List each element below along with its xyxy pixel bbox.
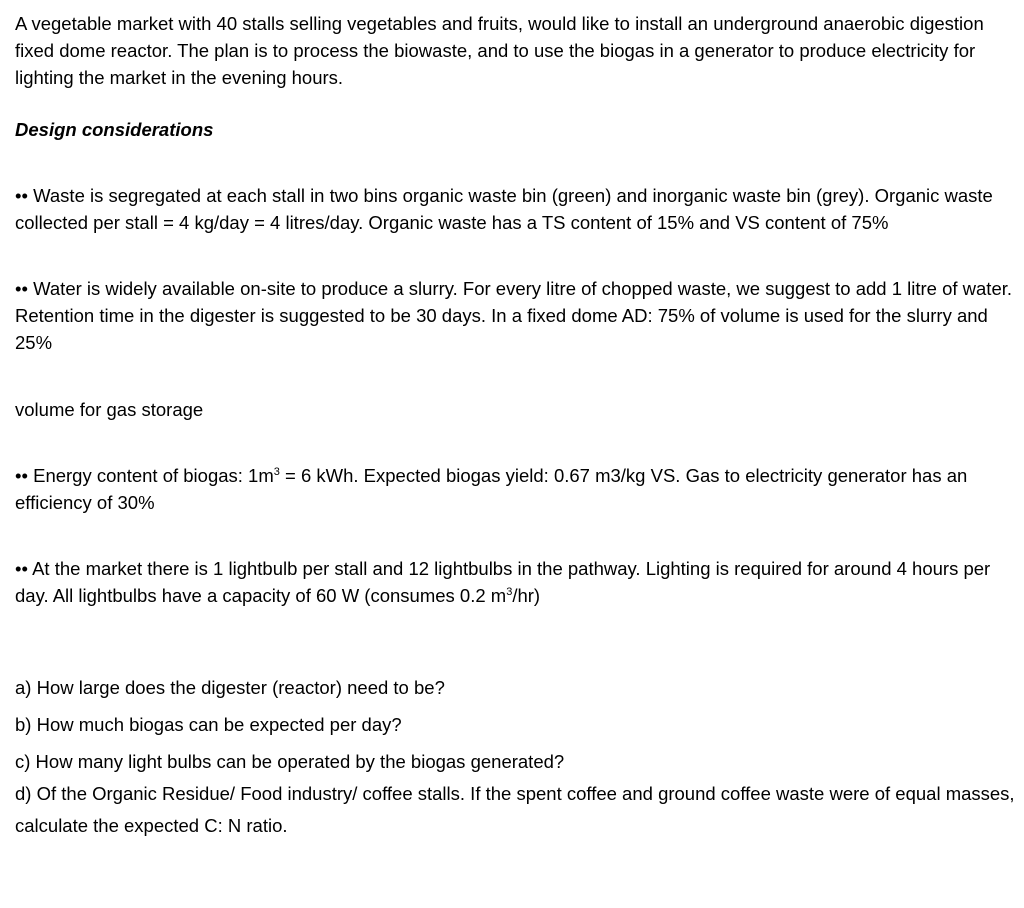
- superscript: 3: [273, 465, 280, 478]
- bullet-text-part: = 6 kWh. Expected biogas yield: 0.67 m3/kg VS. Gas to electricity generator has an efficiency of 30%: [15, 465, 968, 513]
- question-b: b) How much biogas can be expected per day?: [15, 714, 402, 735]
- bullet-text: Waste is segregated at each stall in two bins organic waste bin (green) and inorganic waste bin (grey). Organic waste collected per stall = 4 kg/day = 4 litres/day. Organic waste has a TS content of 15% and VS content of 75%: [15, 185, 993, 233]
- bullet-marker: ••: [15, 278, 28, 299]
- bullet-marker: ••: [15, 185, 28, 206]
- section-heading: Design considerations: [15, 119, 214, 140]
- superscript: 3: [506, 585, 513, 598]
- bullet-text-part: /hr): [512, 585, 541, 606]
- bullet-marker: ••: [15, 558, 28, 579]
- bullet-text-part: At the market there is 1 lightbulb per stall and 12 lightbulbs in the pathway. Lighting is required for around 4 hours per day. All lightbulbs have a capacity of 60 W (consumes 0.2 m: [15, 558, 991, 606]
- bullet-marker: ••: [15, 465, 28, 486]
- bullet-waste-segregation: [15, 182, 1015, 236]
- bullet-lighting: [15, 555, 1015, 609]
- bullet-text-part: Energy content of biogas: 1m: [33, 465, 274, 486]
- question-c: c) How many light bulbs can be operated by the biogas generated?: [15, 751, 565, 772]
- question-d: d) Of the Organic Residue/ Food industry/ coffee stalls. If the spent coffee and ground coffee waste were of equal masses, calculate the expected C: N ratio.: [15, 783, 1015, 836]
- document-body: [15, 10, 1015, 842]
- bullet-continuation: volume for gas storage: [15, 399, 204, 420]
- bullet-energy-content: [15, 462, 1015, 516]
- bullet-text: Water is widely available on-site to produce a slurry. For every litre of chopped waste, we suggest to add 1 litre of water. Retention time in the digester is suggested to be 30 days. In a fixed dome AD: 75% of volume is used for the slurry and 25%: [15, 278, 1013, 353]
- bullet-water-slurry: [15, 275, 1015, 356]
- question-a: a) How large does the digester (reactor) need to be?: [15, 677, 445, 698]
- intro-paragraph: A vegetable market with 40 stalls selling vegetables and fruits, would like to install an underground anaerobic digestion fixed dome reactor. The plan is to process the biowaste, and to use the biogas in a generator to produce electricity for lighting the market in the evening hours.: [15, 13, 984, 88]
